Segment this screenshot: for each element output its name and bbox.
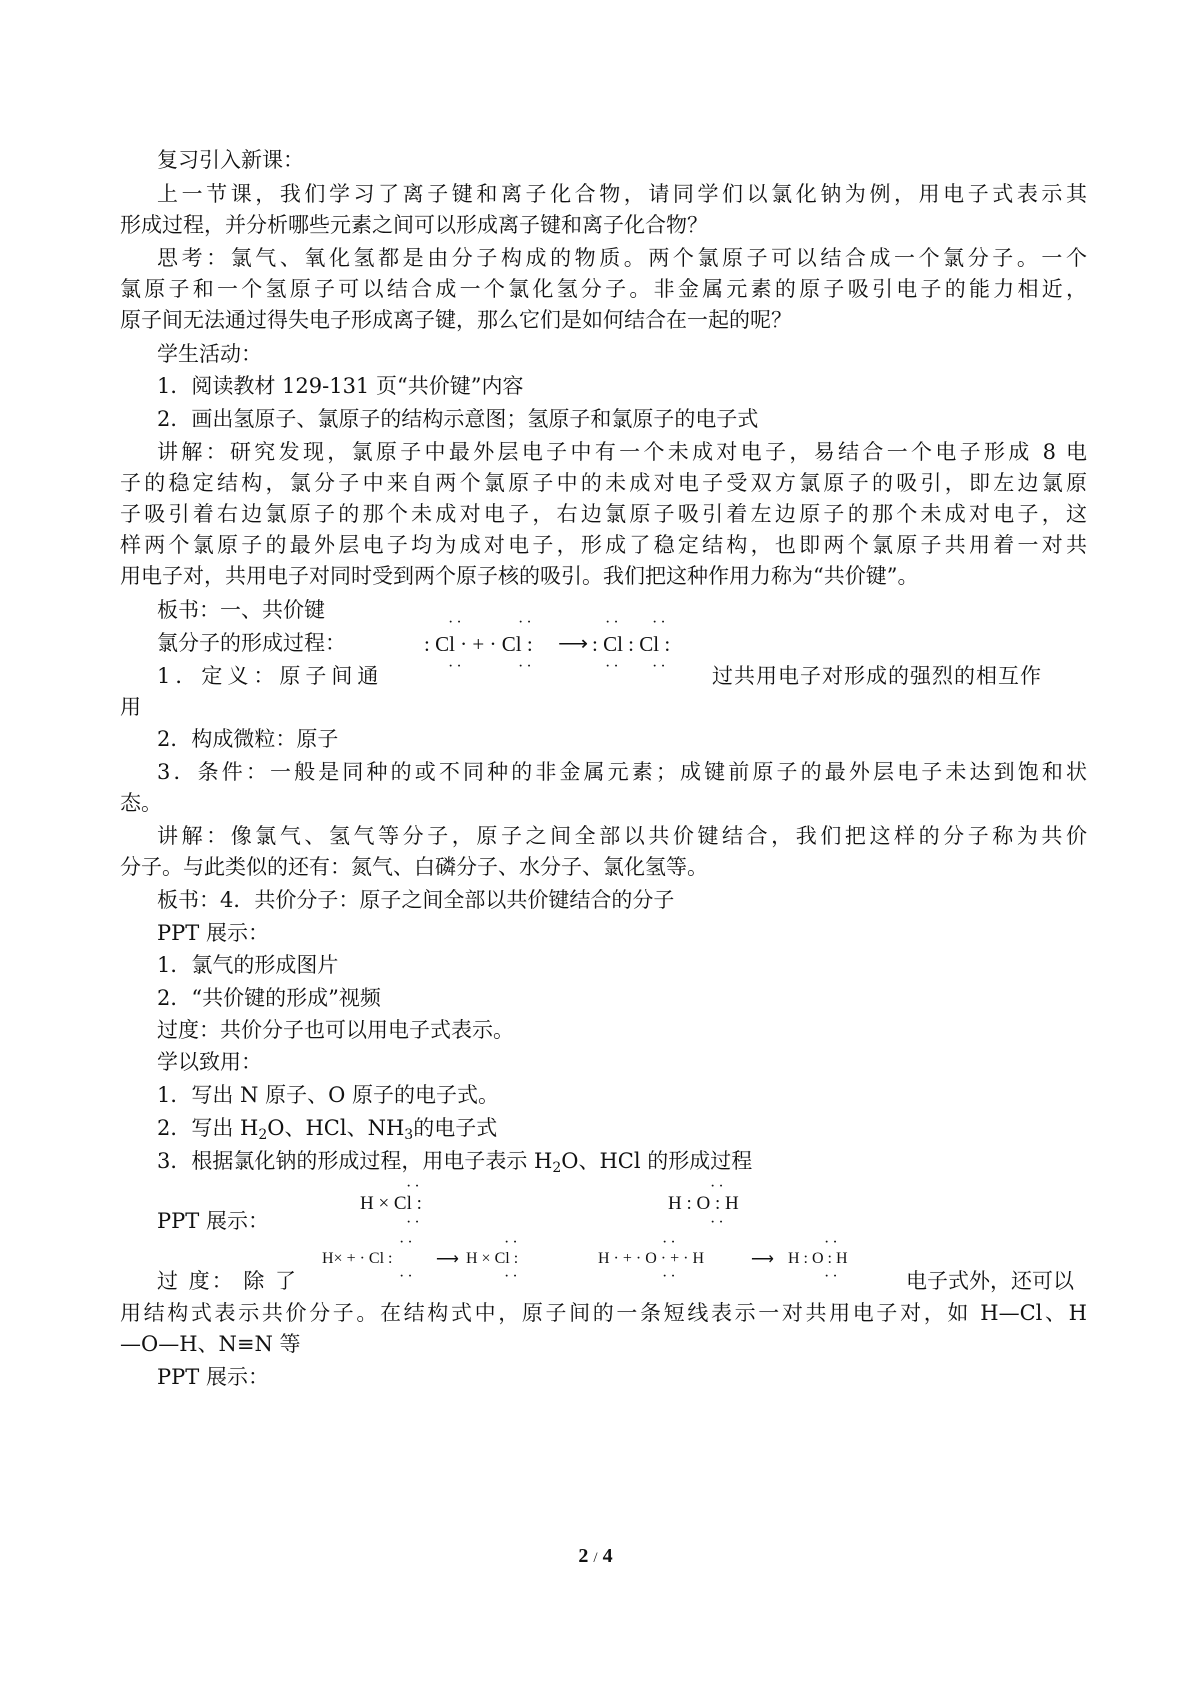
formation-label: 氯分子的形成过程： [157,631,346,655]
list-item: 2．画出氢原子、氯原子的结构示意图；氢原子和氯原子的电子式 [157,407,759,431]
h2o-formation-formula: ·· ·· H · + · O · + · H ⟶ H : O : H ·· ·· [598,1234,848,1285]
h2o-electron-formula: ·· H : O : H ·· [668,1178,739,1231]
list-item: 1．阅读教材 129-131 页“共价键”内容 [157,374,524,398]
paragraph-line: 分子。与此类似的还有：氮气、白磷分子、水分子、氯化氢等。 [120,855,708,879]
list-item: 3．根据氯化钠的形成过程，用电子表示 $H_2O$、HCl 的形成过程 [157,1149,753,1176]
paragraph-line: 用电子对，共用电子对同时受到两个原子核的吸引。我们把这种作用力称为“共价键”。 [120,564,919,588]
hcl-electron-formula: ·· H × Cl : ·· [360,1178,423,1231]
definition-line-start: 1．定义：原子间通 [157,664,384,688]
paragraph-line: 氯原子和一个氢原子可以结合成一个氯化氢分子。非金属元素的原子吸引电子的能力相近， [120,277,1087,301]
paragraph-line: 子的稳定结构，氯分子中来自两个氯原子中的未成对电子受双方氯原子的吸引，即左边氯原 [120,471,1087,495]
paragraph-line: 上一节课，我们学习了离子键和离子化合物，请同学们以氯化钠为例，用电子式表示其 [157,182,1087,206]
paragraph-line: —O—H、N≡N 等 [120,1332,301,1356]
page-number: 2 / 4 [578,1545,613,1567]
paragraph-line: 过度：共价分子也可以用电子式表示。 [157,1018,514,1042]
list-item: 3．条件：一般是同种的或不同种的非金属元素；成键前原子的最外层电子未达到饱和状 [157,760,1087,784]
paragraph-line: 形成过程，并分析哪些元素之间可以形成离子键和离子化合物？ [120,213,708,237]
hcl-formation-formula: ·· ·· H× + · Cl : ⟶ H × Cl : ·· ·· [322,1234,521,1285]
reaction-arrow-icon: ⟶ [751,1251,774,1268]
paragraph-line: 用结构式表示共价分子。在结构式中，原子间的一条短线表示一对共用电子对，如 H—Cl、H [120,1301,1087,1325]
paragraph-line: 原子间无法通过得失电子形成离子键，那么它们是如何结合在一起的呢？ [120,308,792,332]
list-item: 1．氯气的形成图片 [157,953,339,977]
section-heading: 学以致用： [157,1050,262,1074]
paragraph-line: 样两个氯原子的最外层电子均为成对电子，形成了稳定结构，也即两个氯原子共用着一对共 [120,533,1087,557]
list-item: 2．构成微粒：原子 [157,727,339,751]
section-heading: PPT 展示： [157,921,269,945]
reaction-arrow-icon: ⟶ [436,1251,459,1268]
reaction-arrow-icon: ⟶ [558,631,589,655]
cl2-formation-formula: ·· ·· ·· ·· : Cl · + · Cl : ⟶ : Cl : Cl : ·· ·· ·· ·· [424,614,671,675]
list-item: 2．“共价键的形成”视频 [157,986,381,1010]
section-heading: PPT 展示： [157,1365,269,1389]
paragraph-line: 态。 [120,791,162,815]
board-heading: 板书：一、共价键 [157,598,325,622]
section-heading: 复习引入新课： [157,148,304,172]
transition-line-end: 电子式外，还可以 [906,1269,1074,1293]
section-heading: PPT 展示： [157,1209,269,1233]
list-item: 2．写出 $H_2O$、HCl、$NH_3$的电子式 [157,1116,498,1143]
paragraph-line: 用 [120,695,141,719]
transition-line-start: 过 度： 除 了 [157,1269,299,1293]
section-heading: 学生活动： [157,342,262,366]
paragraph-line: 思考：氯气、氧化氢都是由分子构成的物质。两个氯原子可以结合成一个氯分子。一个 [157,246,1087,270]
paragraph-line: 子吸引着右边氯原子的那个未成对电子，右边氯原子吸引着左边原子的那个未成对电子，这 [120,502,1087,526]
list-item: 1．写出 N 原子、O 原子的电子式。 [157,1083,499,1107]
board-heading: 板书：4．共价分子：原子之间全部以共价键结合的分子 [157,888,675,912]
paragraph-line: 讲解：研究发现，氯原子中最外层电子中有一个未成对电子，易结合一个电子形成 8 电 [157,440,1087,464]
paragraph-line: 讲解：像氯气、氢气等分子，原子之间全部以共价键结合，我们把这样的分子称为共价 [157,824,1087,848]
definition-line-end: 过共用电子对形成的强烈的相互作 [712,664,1042,688]
